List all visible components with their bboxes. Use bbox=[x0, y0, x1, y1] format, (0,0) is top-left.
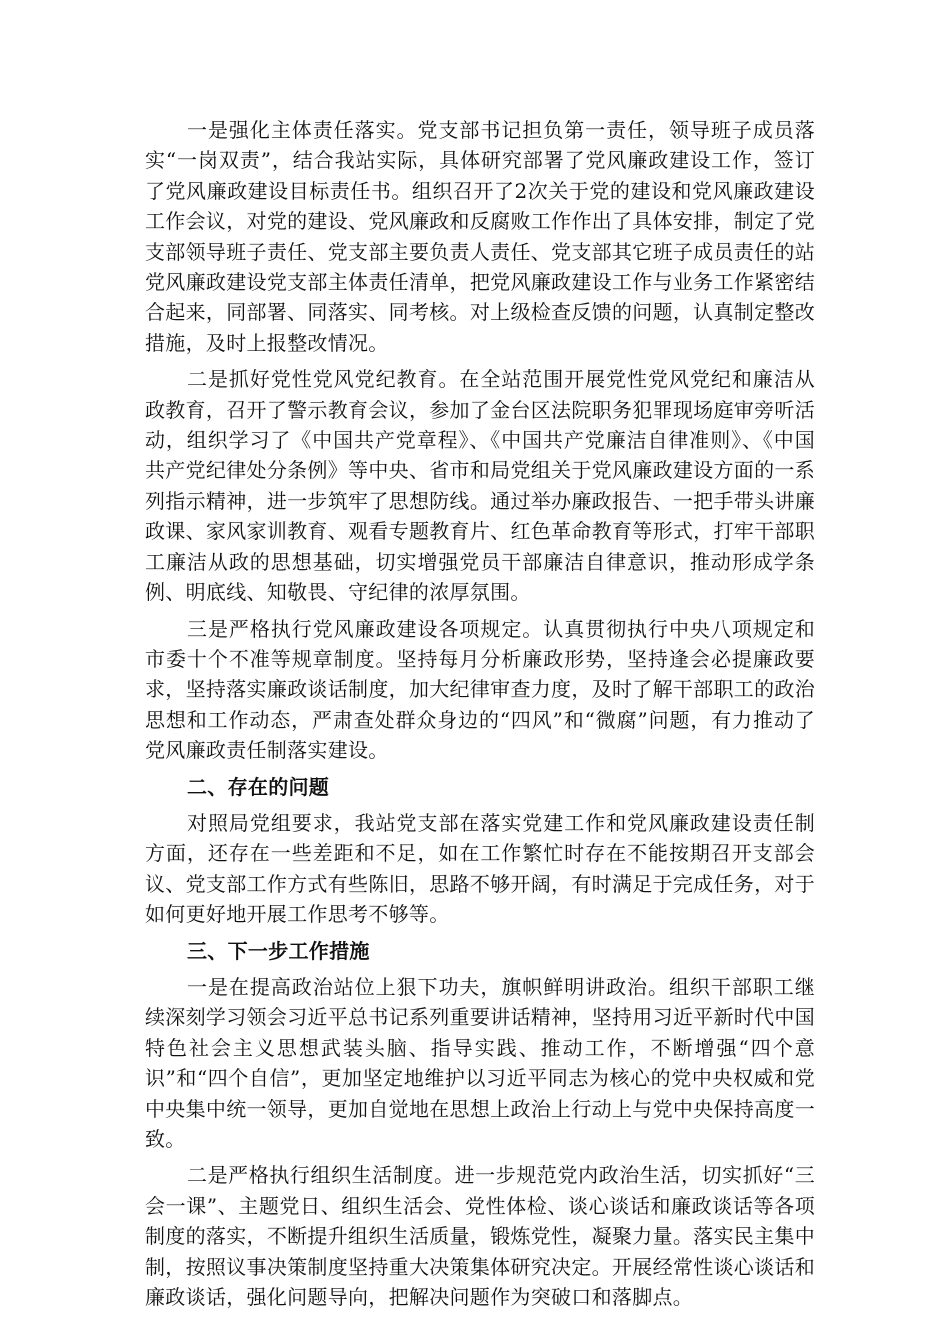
paragraph-party-education: 二是抓好党性党风党纪教育。在全站范围开展党性党风党纪和廉洁从政教育，召开了警示教育会议，参加了金台区法院职务犯罪现场庭审旁听活动，组织学习了《中国共产党章程》、《中国共产党廉洁自律准则》、《中国共产党纪律处分条例》等中央、省市和局党组关于党风廉政建设方面的一系列指示精神，进一步筑牢了思想防线。通过举办廉政报告、一把手带头讲廉政课、家风家训教育、观看专题教育片、红色革命教育等形式，打牢干部职工廉洁从政的思想基础，切实增强党员干部廉洁自律意识，推动形成学条例、明底线、知敬畏、守纪律的浓厚氛围。 bbox=[145, 367, 815, 605]
section-heading-problems: 二、存在的问题 bbox=[187, 774, 330, 799]
paragraph-political-stance: 一是在提高政治站位上狠下功夫，旗帜鲜明讲政治。组织干部职工继续深刻学习领会习近平总书记系列重要讲话精神，坚持用习近平新时代中国特色社会主义思想武装头脑、指导实践、推动工作，不断增强“四个意识”和“四个自信”，更加坚定地维护以习近平同志为核心的党中央权威和党中央集中统一领导，更加自觉地在思想上政治上行动上与党中央保持高度一致。 bbox=[145, 974, 815, 1151]
paragraph-regulations: 三是严格执行党风廉政建设各项规定。认真贯彻执行中央八项规定和市委十个不准等规章制度。坚持每月分析廉政形势，坚持逢会必提廉政要求，坚持落实廉政谈话制度，加大纪律审查力度，及时了解干部职工的政治思想和工作动态，严肃查处群众身边的“四风”和“微腐”问题，有力推动了党风廉政责任制落实建设。 bbox=[145, 616, 815, 763]
paragraph-main-responsibility: 一是强化主体责任落实。党支部书记担负第一责任，领导班子成员落实“一岗双责”，结合我站实际，具体研究部署了党风廉政建设工作，签订了党风廉政建设目标责任书。组织召开了2次关于党的建设和党风廉政建设工作会议，对党的建设、党风廉政和反腐败工作作出了具体安排，制定了党支部领导班子责任、党支部主要负责人责任、党支部其它班子成员责任的站党风廉政建设党支部主体责任清单，把党风廉政建设工作与业务工作紧密结合起来，同部署、同落实、同考核。对上级检查反馈的问题，认真制定整改措施，及时上报整改情况。 bbox=[145, 118, 815, 355]
document-page bbox=[145, 115, 815, 1318]
paragraph-organizational-life: 二是严格执行组织生活制度。进一步规范党内政治生活，切实抓好“三会一课”、主题党日、组织生活会、党性体检、谈心谈话和廉政谈话等各项制度的落实，不断提升组织生活质量，锻炼党性，凝聚力量。落实民主集中制，按照议事决策制度坚持重大决策集体研究决定。开展经常性谈心谈话和廉政谈话，强化问题导向，把解决问题作为突破口和落脚点。 bbox=[145, 1163, 815, 1310]
section-heading-next-steps: 三、下一步工作措施 bbox=[187, 938, 370, 963]
paragraph-problems: 对照局党组要求，我站党支部在落实党建工作和党风廉政建设责任制方面，还存在一些差距和不足，如在工作繁忙时存在不能按期召开支部会议、党支部工作方式有些陈旧，思路不够开阔，有时满足于完成任务，对于如何更好地开展工作思考不够等。 bbox=[145, 810, 815, 927]
